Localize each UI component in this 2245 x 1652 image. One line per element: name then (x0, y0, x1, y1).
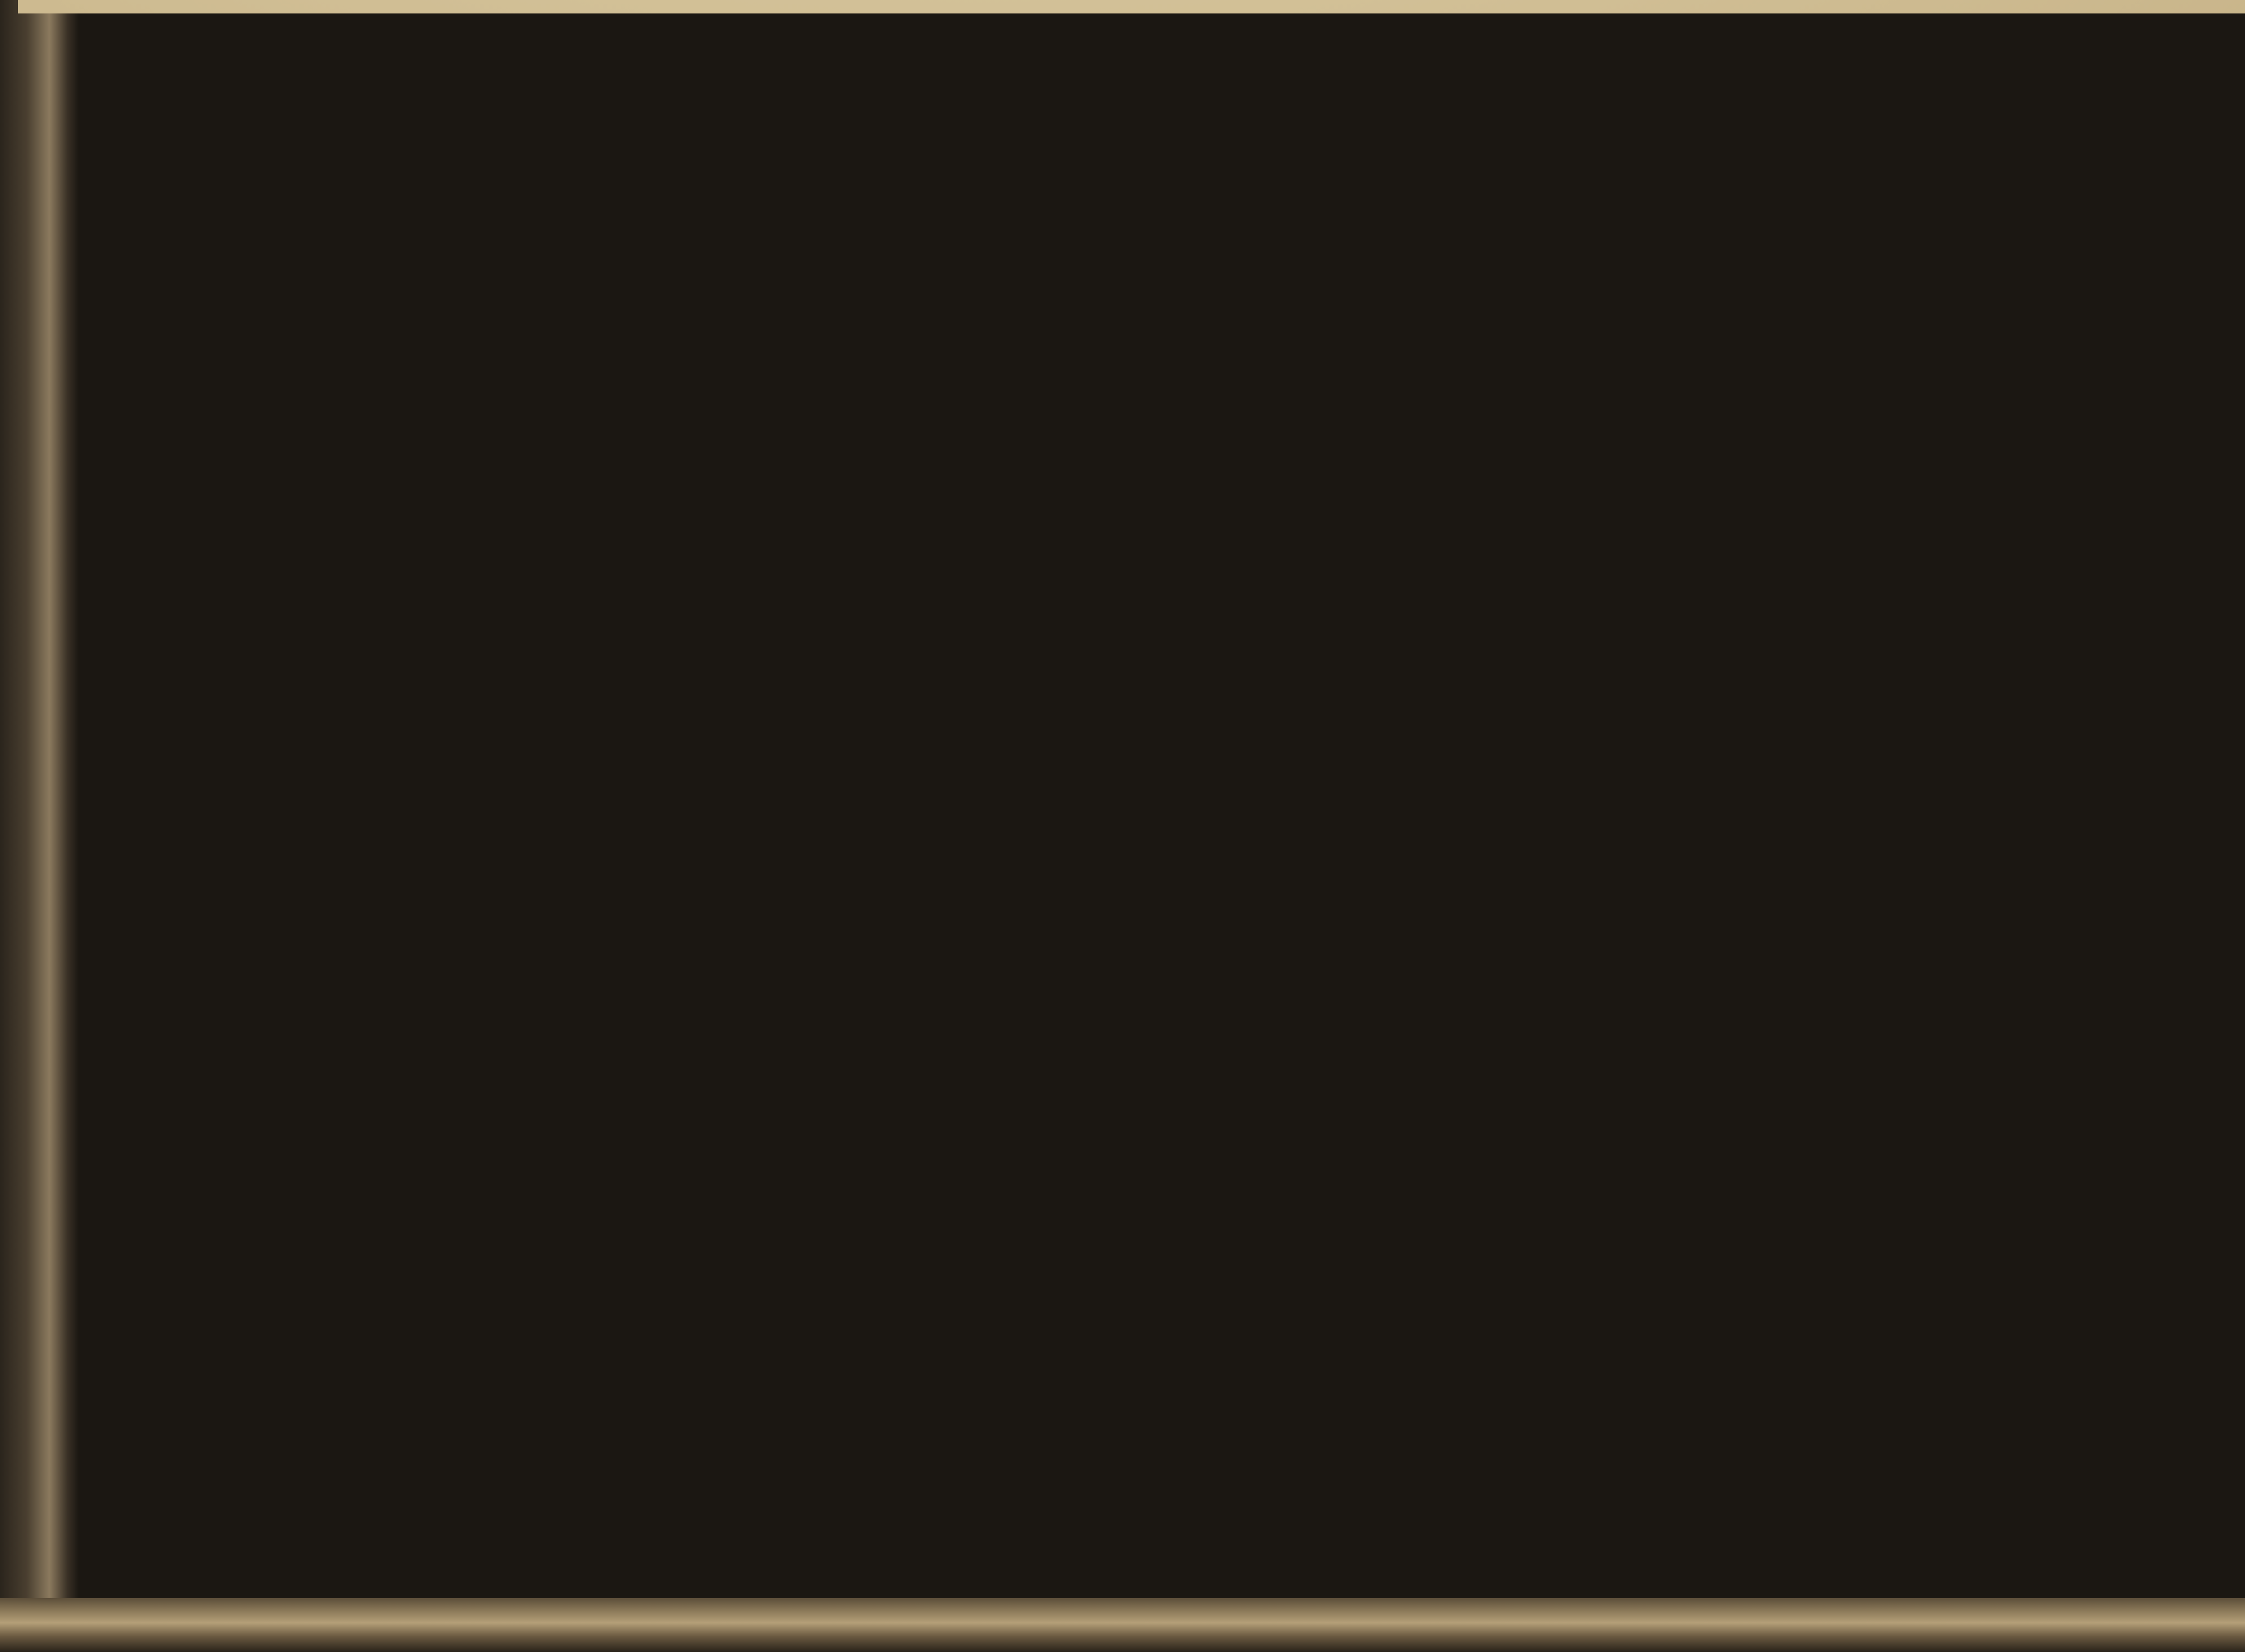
newspaper-page (18, 0, 1607, 13)
page-bottom-edge (0, 1598, 2245, 1652)
newspaper-page-rotated (18, 0, 2245, 13)
